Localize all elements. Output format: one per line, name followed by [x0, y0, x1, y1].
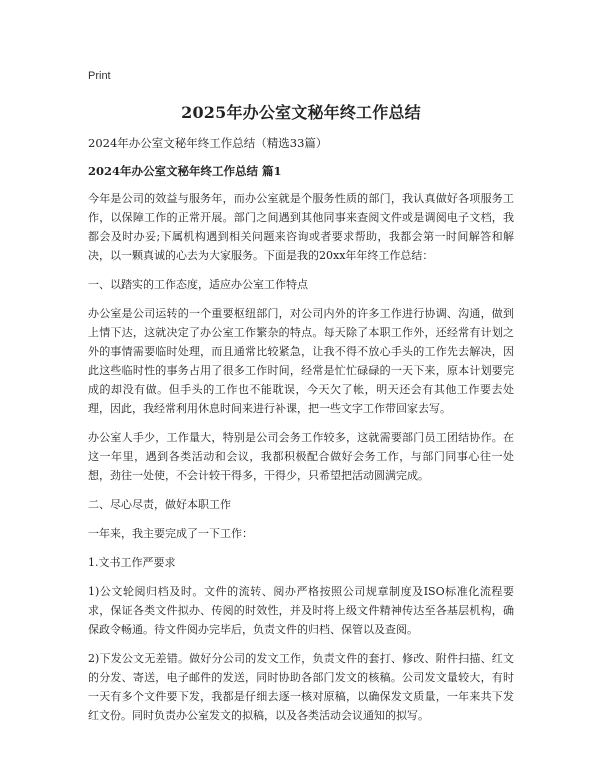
paragraph-4: 1)公文轮阅归档及时。文件的流转、阅办严格按照公司规章制度及ISO标准化流程要求，保证各类文件拟办、传阅的时效性，并及时将上级文件精神传达至各基层机构，确保政令畅通。待文件阅办完毕后，负责文件的归档、保管以及查阅。 — [88, 585, 514, 636]
heading-1: 一、以踏实的工作态度，适应办公室工作特点 — [88, 278, 308, 291]
print-label: Print — [88, 70, 111, 82]
heading-3: 1.文书工作严要求 — [88, 556, 176, 569]
heading-2: 二、尽心尽责，做好本职工作 — [88, 498, 231, 511]
intro-paragraph: 今年是公司的效益与服务年，而办公室就是个服务性质的部门，我认真做好各项服务工作，以保障工作的正常开展。部门之间遇到其他同事来查阅文件或是调阅电子文档，我都会及时办妥;下属机构遇到相关问题来咨询或者要求帮助，我都会第一时间解答和解决，以一颗真诚的心去为大家服务。下面是我的20xx年年终工作总结： — [88, 192, 514, 262]
paragraph-5: 2)下发公文无差错。做好分公司的发文工作，负责文件的套打、修改、附件扫描、红文的分发、寄送，电子邮件的发送，同时协助各部门发文的核稿。公司发文量较大，有时一天有多个文件要下发，我都是仔细去逐一核对原稿，以确保发文质量，一年来共下发红文份。同时负责办公室发文的拟稿，以及各类活动会议通知的拟写。 — [88, 652, 514, 722]
document-subtitle: 2024年办公室文秘年终工作总结（精选33篇） — [88, 136, 328, 150]
paragraph-2: 办公室人手少，工作量大，特别是公司会务工作较多，这就需要部门员工团结协作。在这一年里，遇到各类活动和会议，我都积极配合做好会务工作，与部门同事心往一处想，劲往一处使，不会计较干得多，干得少，只希望把活动圆满完成。 — [88, 431, 514, 482]
paragraph-1: 办公室是公司运转的一个重要枢纽部门，对公司内外的许多工作进行协调、沟通，做到上情下达，这就决定了办公室工作繁杂的特点。每天除了本职工作外，还经常有计划之外的事情需要临时处理，而且通常比较紧急，让我不得不放心手头的工作先去解决，因此这些临时性的事务占用了很多工作时间，经常是忙忙碌碌的一天下来，原本计划要完成的却没有做。但手头的工作也不能耽误，今天欠了帐，明天还会有其他工作要去处理，因此，我经常利用休息时间来进行补课，把一些文字工作带回家去写。 — [88, 307, 514, 415]
paragraph-3: 一年来，我主要完成了一下工作： — [88, 527, 253, 540]
document-content — [88, 70, 514, 725]
section-heading: 2024年办公室文秘年终工作总结 篇1 — [88, 164, 282, 178]
document-title: 2025年办公室文秘年终工作总结 — [181, 103, 421, 122]
